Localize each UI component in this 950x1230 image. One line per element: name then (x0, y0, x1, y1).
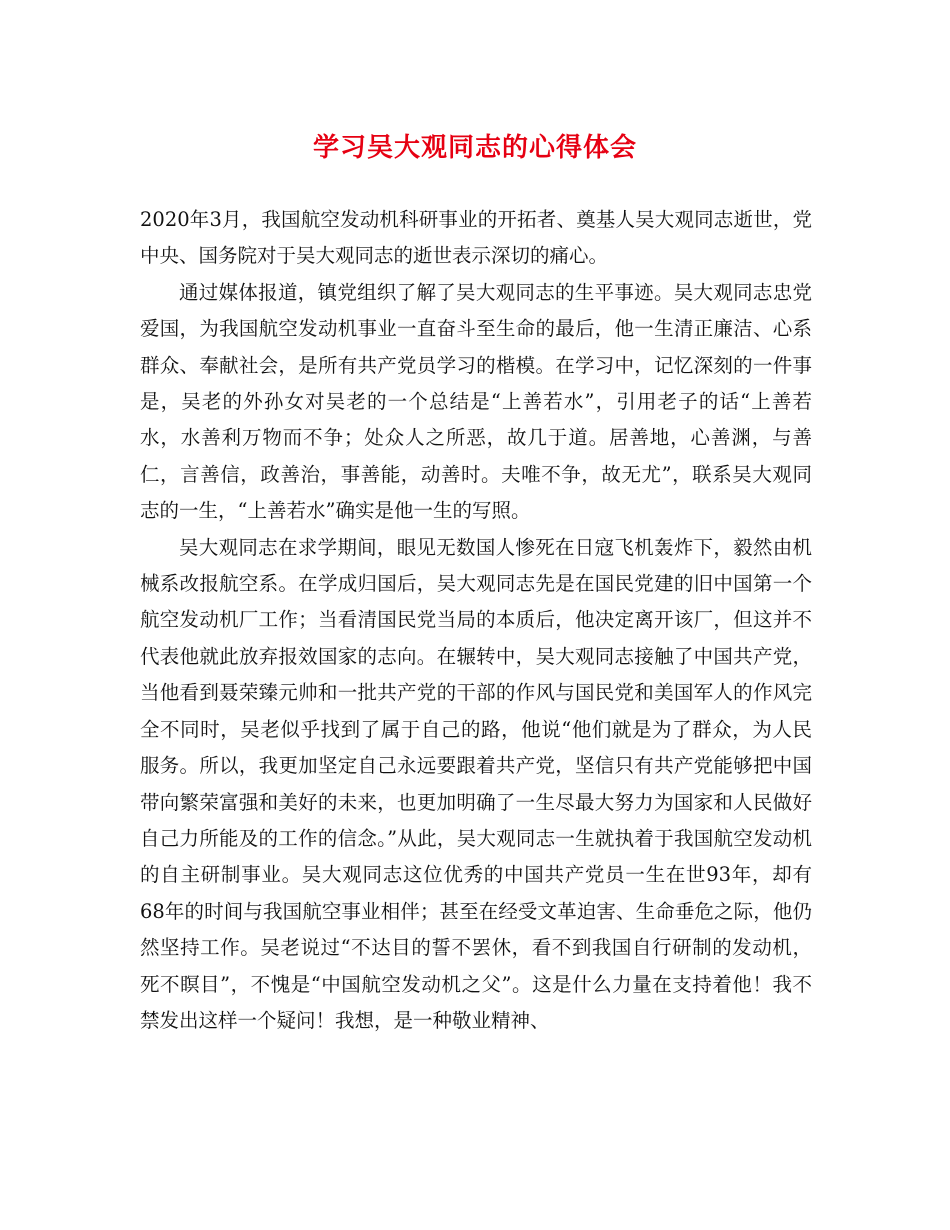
paragraph-1: 2020年3月，我国航空发动机科研事业的开拓者、奠基人吴大观同志逝世，党中央、国务院对于吴大观同志的逝世表示深切的痛心。 (140, 208, 812, 268)
document-title: 学习吴大观同志的心得体会 (312, 133, 637, 163)
paragraph-3: 吴大观同志在求学期间，眼见无数国人惨死在日寇飞机轰炸下，毅然由机械系改报航空系。在学成归国后，吴大观同志先是在国民党建的旧中国第一个航空发动机厂工作；当看清国民党当局的本质后，他决定离开该厂，但这并不代表他就此放弃报效国家的志向。在辗转中，吴大观同志接触了中国共产党，当他看到聂荣臻元帅和一批共产党的干部的作风与国民党和美国军人的作风完全不同时，吴老似乎找到了属于自己的路，他说“他们就是为了群众，为人民服务。所以，我更加坚定自己永远要跟着共产党，坚信只有共产党能够把中国带向繁荣富强和美好的未来，也更加明确了一生尽最大努力为国家和人民做好自己力所能及的工作的信念。”从此，吴大观同志一生就执着于我国航空发动机的自主研制事业。吴大观同志这位优秀的中国共产党员一生在世93年，却有68年的时间与我国航空事业相伴；甚至在经受文革迫害、生命垂危之际，他仍然坚持工作。吴老说过“不达目的誓不罢休，看不到我国自行研制的发动机，死不瞑目”，不愧是“中国航空发动机之父”。这是什么力量在支持着他！我不禁发出这样一个疑问！我想，是一种敬业精神、 (140, 535, 812, 1032)
paragraph-2: 通过媒体报道，镇党组织了解了吴大观同志的生平事迹。吴大观同志忠党爱国，为我国航空发动机事业一直奋斗至生命的最后，他一生清正廉洁、心系群众、奉献社会，是所有共产党员学习的楷模。在学习中，记忆深刻的一件事是，吴老的外孙女对吴老的一个总结是“上善若水”，引用老子的话“上善若水，水善利万物而不争；处众人之所恶，故几于道。居善地，心善渊，与善仁，言善信，政善治，事善能，动善时。夫唯不争，故无尤”，联系吴大观同志的一生，“上善若水”确实是他一生的写照。 (140, 280, 812, 523)
document-body (140, 202, 812, 1039)
